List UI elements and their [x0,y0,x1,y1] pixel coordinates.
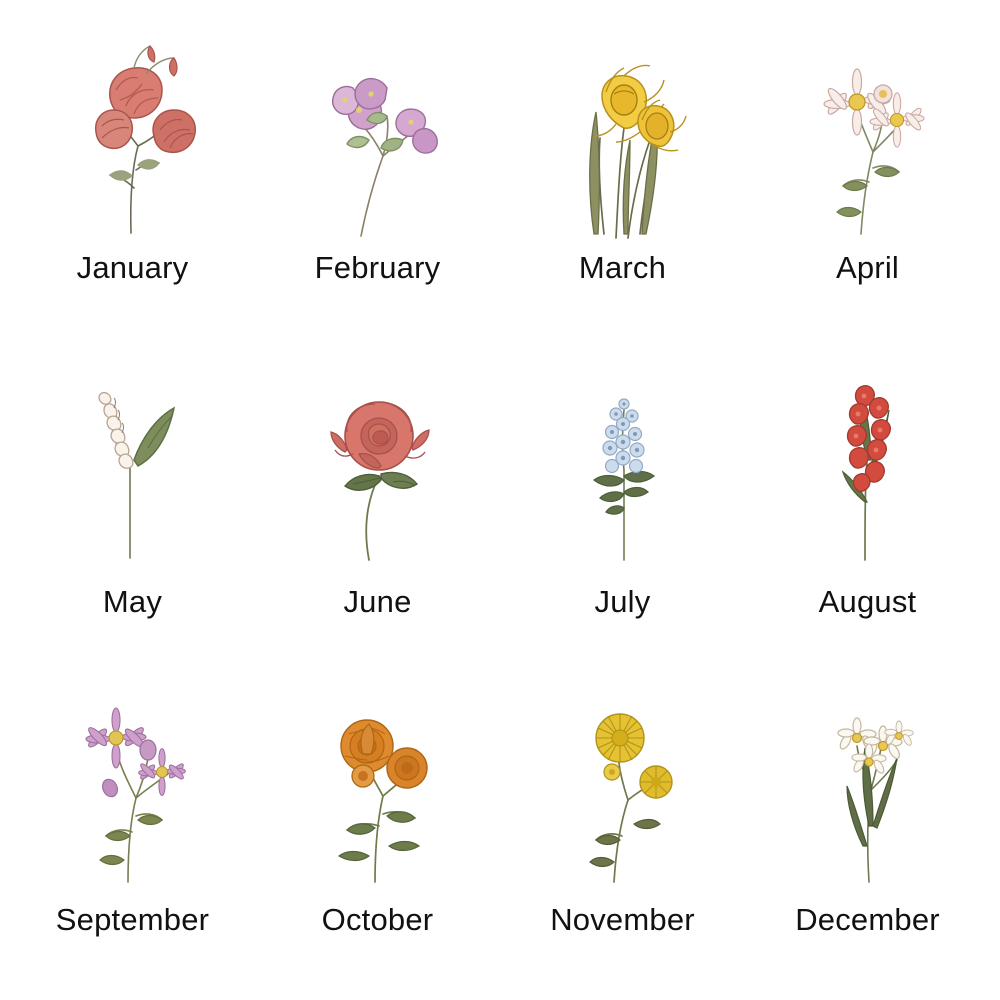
rose-flower-icon [263,342,493,572]
marigold-flower-icon [263,666,493,896]
larkspur-flower-icon [508,342,738,572]
chrysanthemum-flower-icon [508,666,738,896]
month-cell-august [745,342,990,666]
month-cell-may [10,342,255,666]
violet-flower-icon [263,18,493,248]
month-cell-march [500,18,745,342]
narcissus-flower-icon [753,666,983,896]
month-label-december: December [795,902,940,937]
month-label-september: September [55,902,210,937]
month-cell-april [745,18,990,342]
month-label-march: March [578,250,667,285]
month-label-november: November [550,902,695,937]
month-label-july: July [594,584,651,619]
month-cell-february [255,18,500,342]
month-label-february: February [314,250,441,285]
month-cell-june [255,342,500,666]
daffodil-flower-icon [508,18,738,248]
month-cell-july [500,342,745,666]
month-label-june: June [343,584,412,619]
carnation-flower-icon [18,18,248,248]
month-label-october: October [321,902,434,937]
month-label-may: May [102,584,163,619]
month-cell-october [255,666,500,990]
gladiolus-flower-icon [753,342,983,572]
month-cell-november [500,666,745,990]
daisy-flower-icon [753,18,983,248]
lily-of-the-valley-flower-icon [18,342,248,572]
month-cell-september [10,666,255,990]
month-cell-january [10,18,255,342]
month-label-january: January [76,250,189,285]
month-label-april: April [835,250,899,285]
month-cell-december [745,666,990,990]
month-label-august: August [818,584,917,619]
aster-flower-icon [18,666,248,896]
